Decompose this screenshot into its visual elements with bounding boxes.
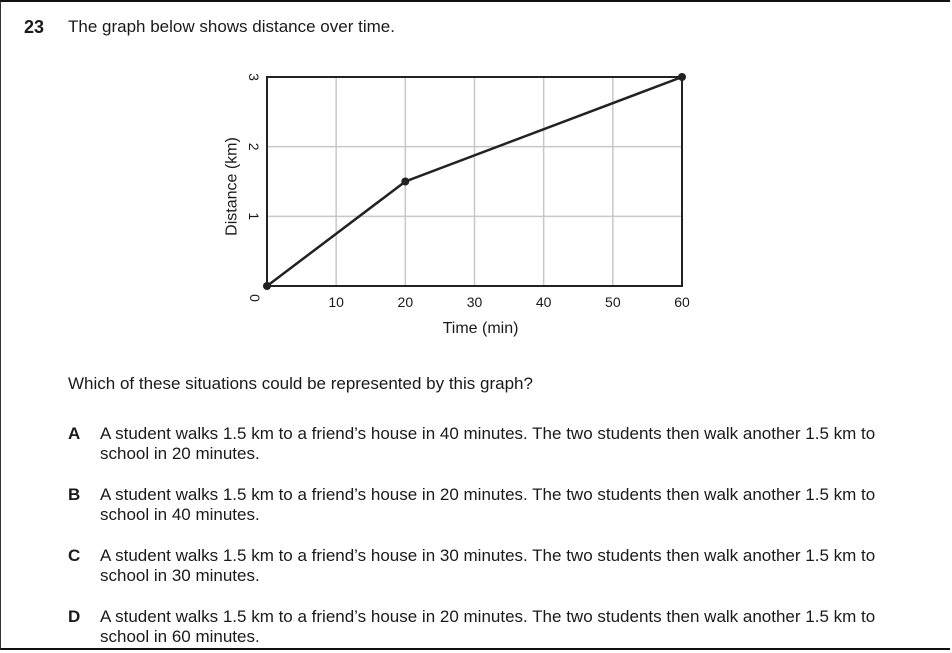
option-letter: C [68, 546, 81, 565]
y-tick-label: 2 [246, 142, 262, 151]
x-axis-label: Time (min) [442, 320, 519, 337]
option-letter: D [68, 607, 81, 626]
x-tick-label: 50 [605, 294, 621, 310]
x-tick-label: 30 [466, 294, 483, 310]
y-axis-label: Distance (km) [223, 137, 241, 236]
x-tick-label: 10 [328, 294, 344, 310]
data-point [263, 282, 271, 290]
option-text: A student walks 1.5 km to a friend’s house in 20 minutes. The two students then walk another 1.5 km to school in 60 minutes. [100, 607, 876, 646]
question-number: 23 [24, 17, 45, 37]
option-text: A student walks 1.5 km to a friend’s house in 20 minutes. The two students then walk another 1.5 km to school in 40 minutes. [100, 485, 876, 524]
question-prompt: Which of these situations could be represented by this graph? [68, 374, 533, 393]
data-point [401, 178, 409, 186]
origin-label: 0 [247, 294, 263, 302]
y-tick-label: 1 [246, 212, 262, 221]
x-tick-label: 40 [535, 294, 552, 310]
data-point [678, 73, 686, 81]
chart-ticks [246, 73, 690, 310]
question-title: The graph below shows distance over time. [68, 17, 395, 36]
x-tick-label: 60 [674, 294, 690, 310]
chart-grid [267, 77, 682, 286]
option-letter: A [68, 424, 81, 443]
option-text: A student walks 1.5 km to a friend’s house in 40 minutes. The two students then walk another 1.5 km to school in 20 minutes. [100, 424, 876, 463]
x-tick-label: 20 [397, 294, 414, 310]
y-tick-label: 3 [246, 73, 262, 81]
option-text: A student walks 1.5 km to a friend’s house in 30 minutes. The two students then walk another 1.5 km to school in 30 minutes. [100, 546, 876, 585]
option-letter: B [68, 485, 81, 504]
